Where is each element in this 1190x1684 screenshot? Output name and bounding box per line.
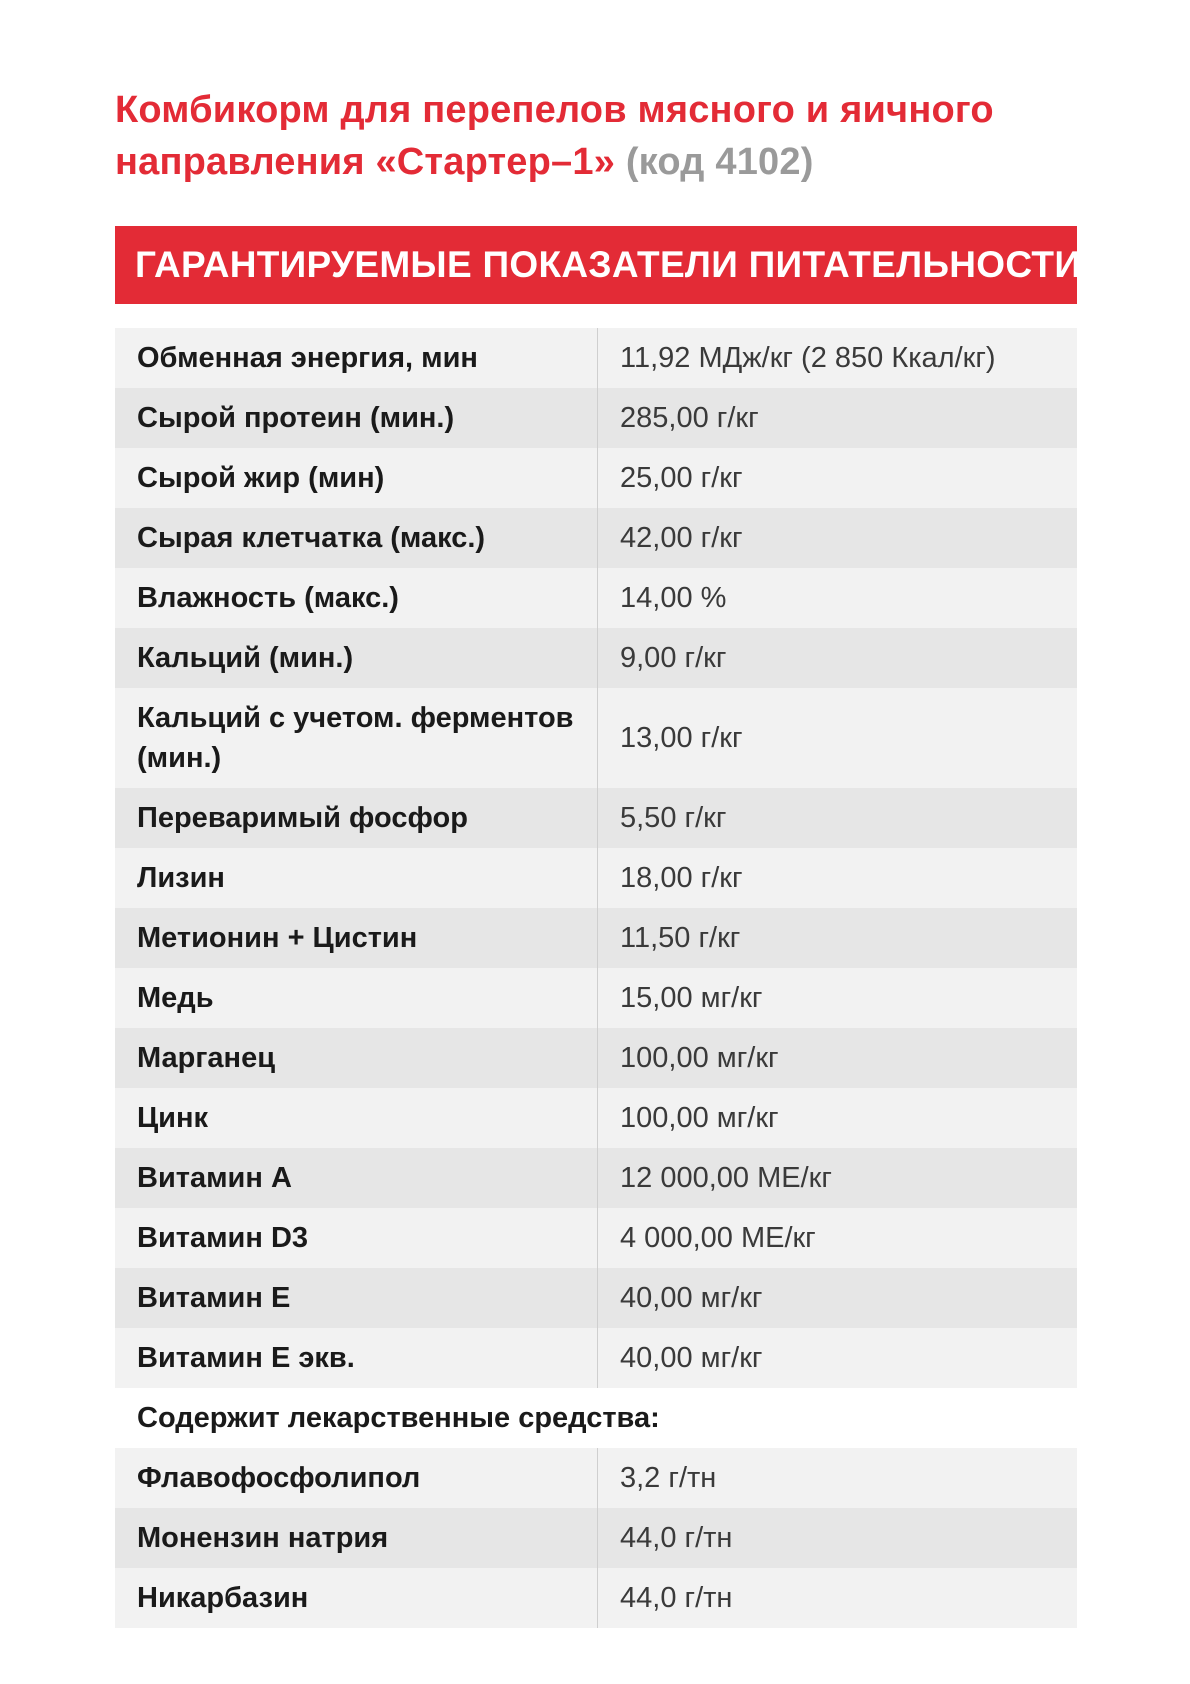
table-row [115, 568, 1077, 628]
table-row [115, 628, 1077, 688]
table-row [115, 448, 1077, 508]
medicine-value: 3,2 г/тн [597, 1448, 1077, 1508]
nutrient-value: 9,00 г/кг [597, 628, 1077, 688]
medicines-heading: Содержит лекарственные средства: [137, 1402, 660, 1434]
table-row [115, 1328, 1077, 1388]
section-banner: ГАРАНТИРУЕМЫЕ ПОКАЗАТЕЛИ ПИТАТЕЛЬНОСТИ [115, 226, 1077, 304]
nutrient-name: Кальций (мин.) [137, 642, 354, 674]
product-code: (код 4102) [625, 141, 814, 183]
nutrient-value: 40,00 мг/кг [597, 1268, 1077, 1328]
nutrient-value: 40,00 мг/кг [597, 1328, 1077, 1388]
nutrient-value: 4 000,00 МЕ/кг [597, 1208, 1077, 1268]
nutrient-name: Сырой протеин (мин.) [137, 402, 455, 434]
nutrient-value: 285,00 г/кг [597, 388, 1077, 448]
table-row [115, 788, 1077, 848]
table-row [115, 1508, 1077, 1568]
nutrient-value: 42,00 г/кг [597, 508, 1077, 568]
nutrient-value: 100,00 мг/кг [597, 1028, 1077, 1088]
medicine-name: Монензин натрия [137, 1522, 389, 1554]
medicine-value: 44,0 г/тн [597, 1568, 1077, 1628]
table-row [115, 968, 1077, 1028]
nutrient-value: 18,00 г/кг [597, 848, 1077, 908]
table-row [115, 388, 1077, 448]
nutrient-name: Кальций с учетом. ферментов (мин.) [137, 702, 574, 774]
nutrient-name: Обменная энергия, мин [137, 342, 478, 374]
nutrient-name: Влажность (макс.) [137, 582, 399, 614]
page-title [115, 84, 1077, 188]
nutrient-name: Витамин Е экв. [137, 1342, 355, 1374]
table-row [115, 1088, 1077, 1148]
nutrient-name: Лизин [137, 862, 225, 894]
nutrient-name: Витамин D3 [137, 1222, 309, 1254]
nutrient-value: 5,50 г/кг [597, 788, 1077, 848]
nutrient-name: Переваримый фосфор [137, 802, 468, 834]
nutrient-value: 12 000,00 МЕ/кг [597, 1148, 1077, 1208]
table-row [115, 1028, 1077, 1088]
nutrient-name: Цинк [137, 1102, 209, 1134]
table-row [115, 1148, 1077, 1208]
nutrient-name: Витамин Е [137, 1282, 291, 1314]
title-text: Комбикорм для перепелов мясного и яичного направления «Стартер–1» [115, 89, 994, 183]
medicine-name: Никарбазин [137, 1582, 309, 1614]
table-row [115, 848, 1077, 908]
table-row [115, 688, 1077, 788]
nutrient-name: Витамин А [137, 1162, 292, 1194]
nutrient-name: Сырая клетчатка (макс.) [137, 522, 486, 554]
nutrient-name: Марганец [137, 1042, 276, 1074]
medicine-name: Флавофосфолипол [137, 1462, 421, 1494]
nutrient-name: Метионин + Цистин [137, 922, 418, 954]
nutrient-value: 15,00 мг/кг [597, 968, 1077, 1028]
table-row [115, 1448, 1077, 1508]
table-row [115, 508, 1077, 568]
nutrient-value: 13,00 г/кг [597, 688, 1077, 788]
nutrition-table [115, 328, 1077, 1628]
medicines-heading-row [115, 1388, 1077, 1448]
nutrient-name: Сырой жир (мин) [137, 462, 385, 494]
nutrient-name: Медь [137, 982, 214, 1014]
nutrient-value: 14,00 % [597, 568, 1077, 628]
nutrient-value: 11,50 г/кг [597, 908, 1077, 968]
nutrient-value: 25,00 г/кг [597, 448, 1077, 508]
medicine-value: 44,0 г/тн [597, 1508, 1077, 1568]
nutrient-value: 100,00 мг/кг [597, 1088, 1077, 1148]
table-row [115, 328, 1077, 388]
document-page [115, 84, 1082, 1628]
nutrient-value: 11,92 МДж/кг (2 850 Ккал/кг) [597, 328, 1077, 388]
table-row [115, 1568, 1077, 1628]
table-row [115, 908, 1077, 968]
table-row [115, 1208, 1077, 1268]
table-row [115, 1268, 1077, 1328]
